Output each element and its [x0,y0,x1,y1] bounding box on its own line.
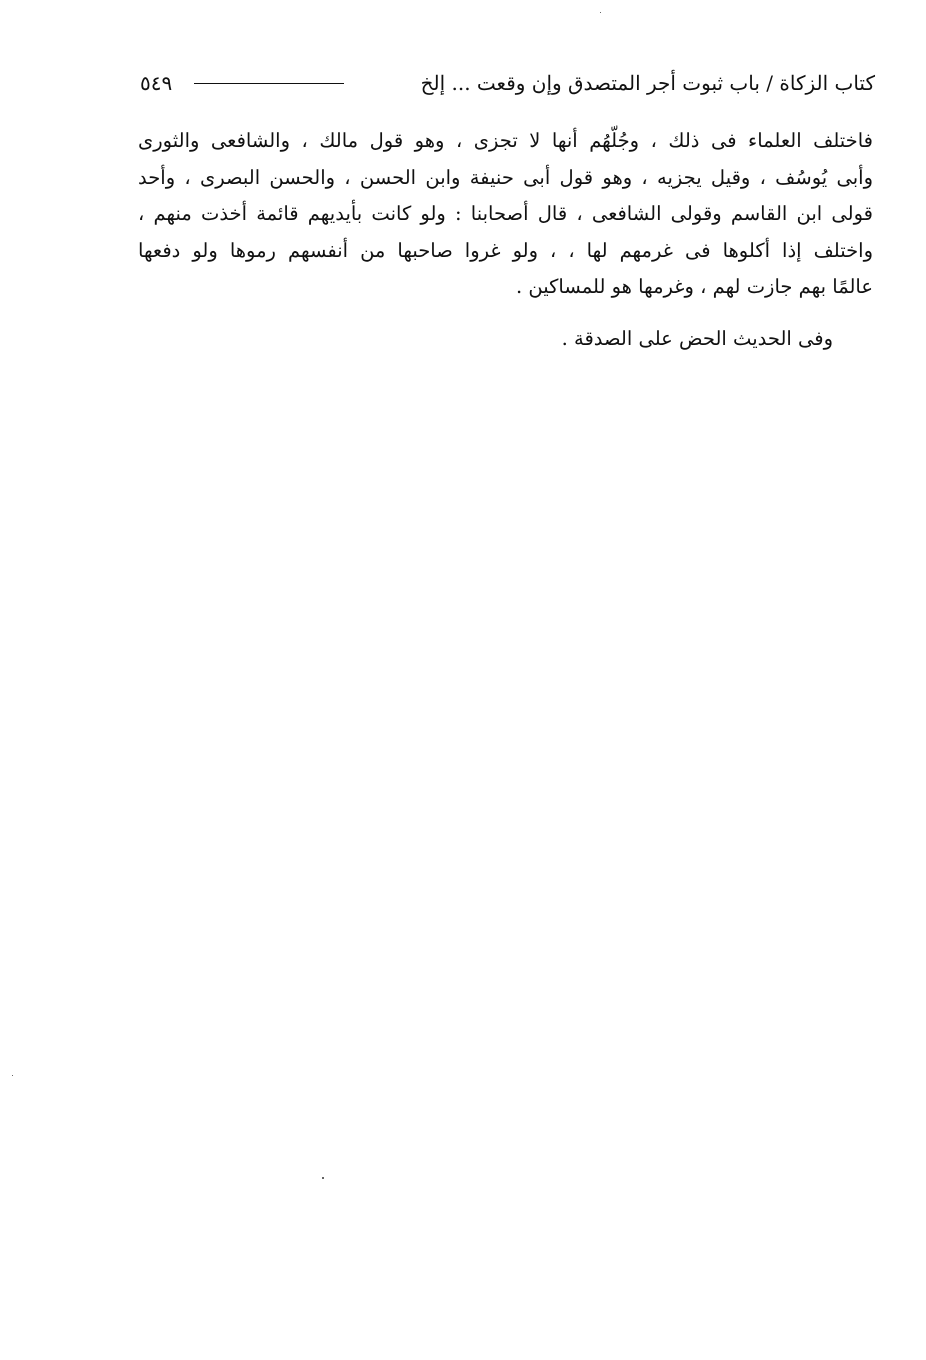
text-line: عالمًا بهم جازت لهم ، وغرمها هو للمساكين . [515,275,873,298]
text-line: فاختلف العلماء فى ذلك ، وجُلّهُم أنها لا تجزى ، وهو قول مالك ، والشافعى والثورى [138,129,873,152]
text-line: وأبى يُوسُف ، وقيل يجزيه ، وهو قول أبى حنيفة وابن الحسن ، والحسن البصرى ، وأحد [138,165,873,189]
scan-speck [322,1177,324,1179]
paragraph-2: وفى الحديث الحض على الصدقة . [561,327,833,350]
header-rule [194,83,344,84]
paragraph-1 [138,125,873,308]
page-header [140,66,875,100]
page-number: ٥٤٩ [140,71,173,95]
text-line: واختلف إذا أكلوها فى غرمهم لها ، ، ولو غروا صاحبها من أنفسهم رموها ولو دفعها [138,238,873,262]
scan-speck [600,12,601,13]
running-title: كتاب الزكاة / باب ثبوت أجر المتصدق وإن وقعت ... إلخ [420,71,875,95]
text-line: قولى ابن القاسم وقولى الشافعى ، قال أصحابنا : ولو كانت بأيديهم قائمة أخذت منهم ، [138,202,873,225]
scan-speck [12,1075,13,1076]
